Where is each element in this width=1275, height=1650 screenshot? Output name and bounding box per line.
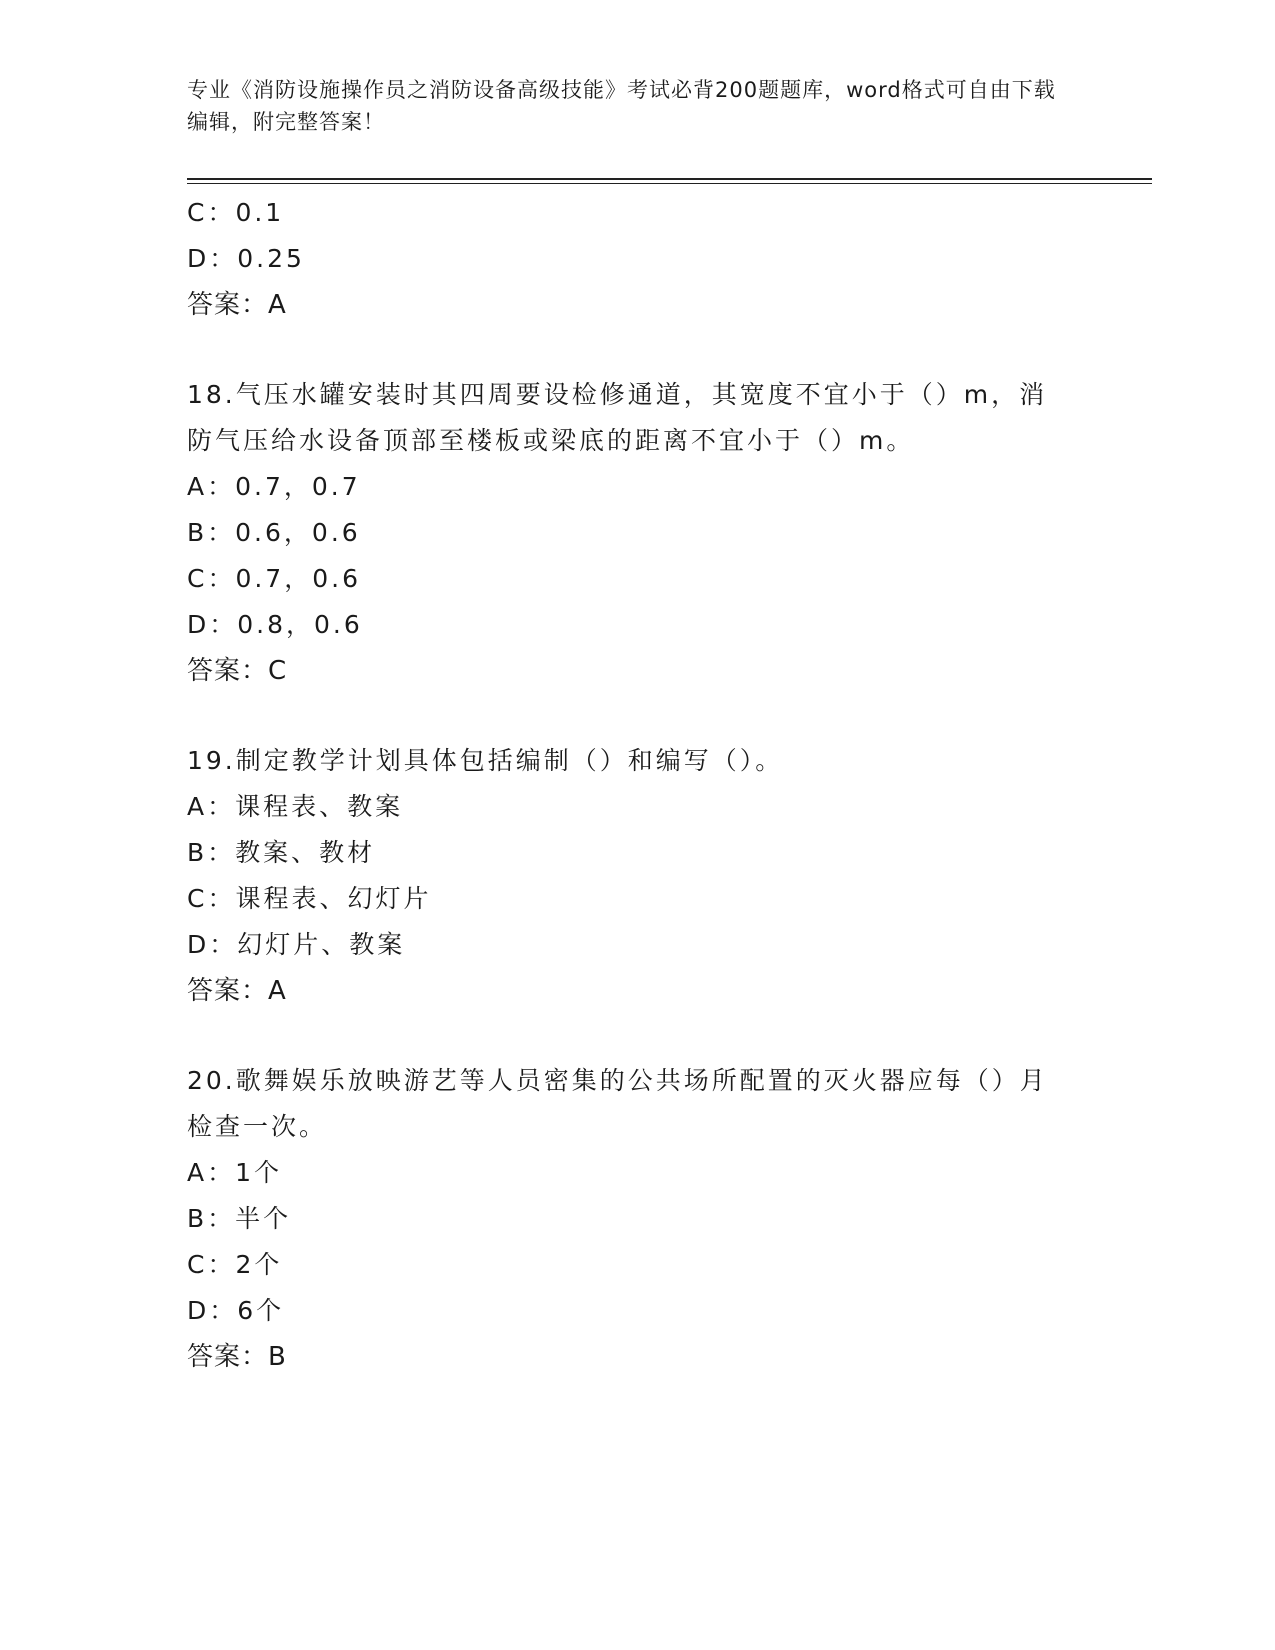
- header-divider: [187, 178, 1152, 180]
- option-c: C：0.7，0.6: [187, 564, 361, 593]
- option-b: B：教案、教材: [187, 838, 376, 867]
- question-block: [187, 372, 1067, 694]
- page-header: 专业《消防设施操作员之消防设备高级技能》考试必背200题题库，word格式可自由下载编辑，附完整答案！: [187, 78, 1056, 134]
- question-text: 18.气压水罐安装时其四周要设检修通道，其宽度不宜小于（）m，消防气压给水设备顶部至楼板或梁底的距离不宜小于（）m。: [187, 380, 1048, 455]
- option-c: C：课程表、幻灯片: [187, 884, 432, 913]
- option-b: B：半个: [187, 1204, 292, 1233]
- question-block: [187, 190, 1067, 328]
- document-body: [187, 190, 1067, 1380]
- option-c: C：2个: [187, 1250, 283, 1279]
- header-divider-thin: [187, 183, 1152, 184]
- answer: 答案：C: [187, 656, 288, 686]
- question-text: 19.制定教学计划具体包括编制（）和编写（）。: [187, 746, 784, 775]
- option-d: D：0.25: [187, 244, 305, 273]
- option-c: C：0.1: [187, 198, 285, 227]
- option-d: D：幻灯片、教案: [187, 930, 406, 959]
- question-block: [187, 738, 1067, 1014]
- option-a: A：1个: [187, 1158, 283, 1187]
- answer: 答案：A: [187, 976, 287, 1006]
- option-d: D：6个: [187, 1296, 285, 1325]
- option-a: A：课程表、教案: [187, 792, 404, 821]
- option-b: B：0.6，0.6: [187, 518, 361, 547]
- question-text: 20.歌舞娱乐放映游艺等人员密集的公共场所配置的灭火器应每（）月检查一次。: [187, 1066, 1048, 1141]
- answer: 答案：A: [187, 290, 287, 320]
- option-d: D：0.8，0.6: [187, 610, 363, 639]
- question-block: [187, 1058, 1067, 1380]
- answer: 答案：B: [187, 1342, 287, 1372]
- option-a: A：0.7，0.7: [187, 472, 361, 501]
